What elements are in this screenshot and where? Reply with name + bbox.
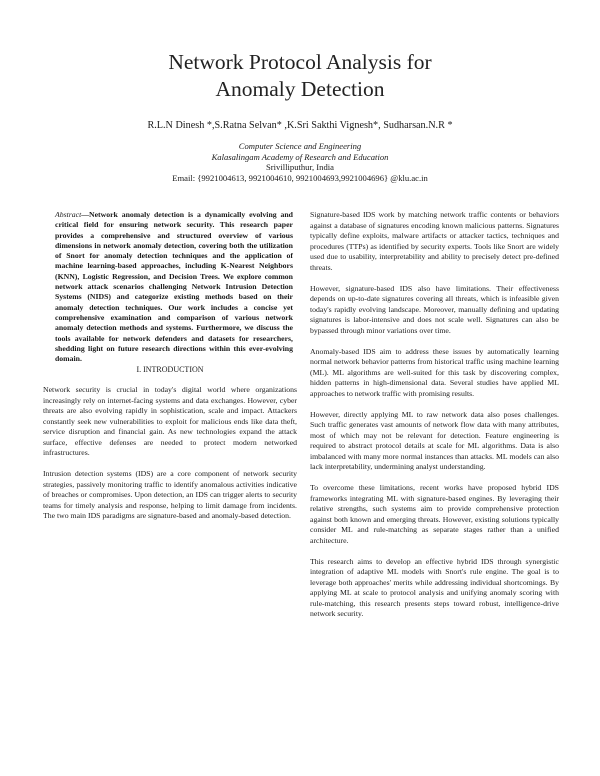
right-paragraph-4: However, directly applying ML to raw network data also poses challenges. Such traffic generates vast amounts of network flow data with many attributes, most of which may not be relevant for detection. Feature engineering is required to abstract protocol details at scale for ML algorithms. Data is also imbalanced with many more normal instances than attacks. ML models can also lack interpretability, undermining analyst understanding.: [310, 409, 559, 471]
abstract-text: —Network anomaly detection is a dynamically evolving and critical field for ensuring network security. This research paper provides a comprehensive and structured overview of various dimensions in network anomaly detection, covering both the utilization of Snort for anomaly detection techniques and the application of machine learning-based approaches, including K-Nearest Neighbors (KNN), Logistic Regression, and Decision Trees. We explore common network attack scenarios challenging Network Intrusion Detection Systems (NIDS) and categorize existing methods based on their anomaly detection techniques. Our work includes a concise yet comprehensive examination and comparison of various network anomaly detection methods and systems. Furthermore, we discuss the tools available for network defenders and datasets for researchers, shedding light on future research directions within this ever-evolving domain.: [55, 210, 293, 364]
affiliation-block: [0, 141, 600, 183]
abstract: [43, 210, 297, 364]
right-paragraph-3: Anomaly-based IDS aim to address these issues by automatically learning normal network behavior patterns from historical traffic using machine learning (ML). ML algorithms are well-suited for this task by discovering complex, hidden patterns in high-dimensional data. Several studies have applied ML approaches to network traffic with promising results.: [310, 346, 559, 398]
author-list: R.L.N Dinesh *,S.Ratna Selvan* ,K.Sri Sakthi Vignesh*, Sudharsan.N.R *: [147, 120, 453, 131]
department: Computer Science and Engineering: [238, 141, 362, 151]
left-column: [43, 210, 297, 532]
city: Srivilliputhur, India: [266, 162, 334, 173]
intro-paragraph-2: Intrusion detection systems (IDS) are a core component of network security strategies, passively monitoring traffic to identify anomalous activities indicative of breaches or compromises. Upon detection, an IDS can trigger alerts to security teams for timely analysis and response, helping to limit damage from incidents. The two main IDS paradigms are signature-based and anomaly-based detection.: [43, 469, 297, 521]
right-paragraph-1: Signature-based IDS work by matching network traffic contents or behaviors against a database of signatures encoding known malicious patterns. Signatures typically define exploits, malware artifacts or attacker tactics, techniques and procedures (TTPs) as identified by security experts. Tools like Snort are widely used due to usability, interpretability and ability to precisely detect pre-defined threats.: [310, 210, 559, 272]
intro-paragraph-1: Network security is crucial in today's digital world where organizations increasingly rely on internet-facing systems and data exchanges. However, cyber threats are also evolving rapidly in sophistication, scale and impact. Attackers constantly seek new vulnerabilities to exploit for malicious ends like data theft, service disruption and financial gain. As new technologies expand the attack surface, effective defenses are needed to protect modern networked infrastructures.: [43, 385, 297, 458]
abstract-label: Abstract: [55, 210, 82, 219]
right-column: [310, 210, 559, 630]
institution: Kalasalingam Academy of Research and Education: [211, 151, 389, 162]
title-line-2: Anomaly Detection: [215, 77, 385, 101]
email-line: Email: {9921004613, 9921004610, 9921004693,9921004696} @klu.ac.in: [172, 172, 428, 183]
right-paragraph-5: To overcome these limitations, recent works have proposed hybrid IDS frameworks integrating ML with signature-based engines. By leveraging their relative strengths, such systems aim to provide comprehensive protection against both known and emerging threats. However, existing solutions typically consider ML and rule-matching as separate stages rather than a unified architecture.: [310, 483, 559, 545]
title-line-1: Network Protocol Analysis for: [168, 50, 432, 74]
right-paragraph-2: However, signature-based IDS also have limitations. Their effectiveness depends on up-to-date signatures covering all threats, which is infeasible given today's rapidly evolving landscape. Moreover, manually defining and updating signatures is labor-intensive and does not scale well. Signatures can also be bypassed through minor variations over time.: [310, 283, 559, 335]
section-heading-introduction: I. INTRODUCTION: [136, 365, 204, 375]
right-paragraph-6: This research aims to develop an effective hybrid IDS through synergistic integration of adaptive ML models with Snort's rule engine. The goal is to leverage both approaches' merits while addressing individual shortcomings. By applying ML at scale to protocol analysis and unifying anomaly scoring with rule-matching, this research presents steps toward robust, intelligence-drive network security.: [310, 556, 559, 618]
paper-title: [0, 49, 600, 103]
